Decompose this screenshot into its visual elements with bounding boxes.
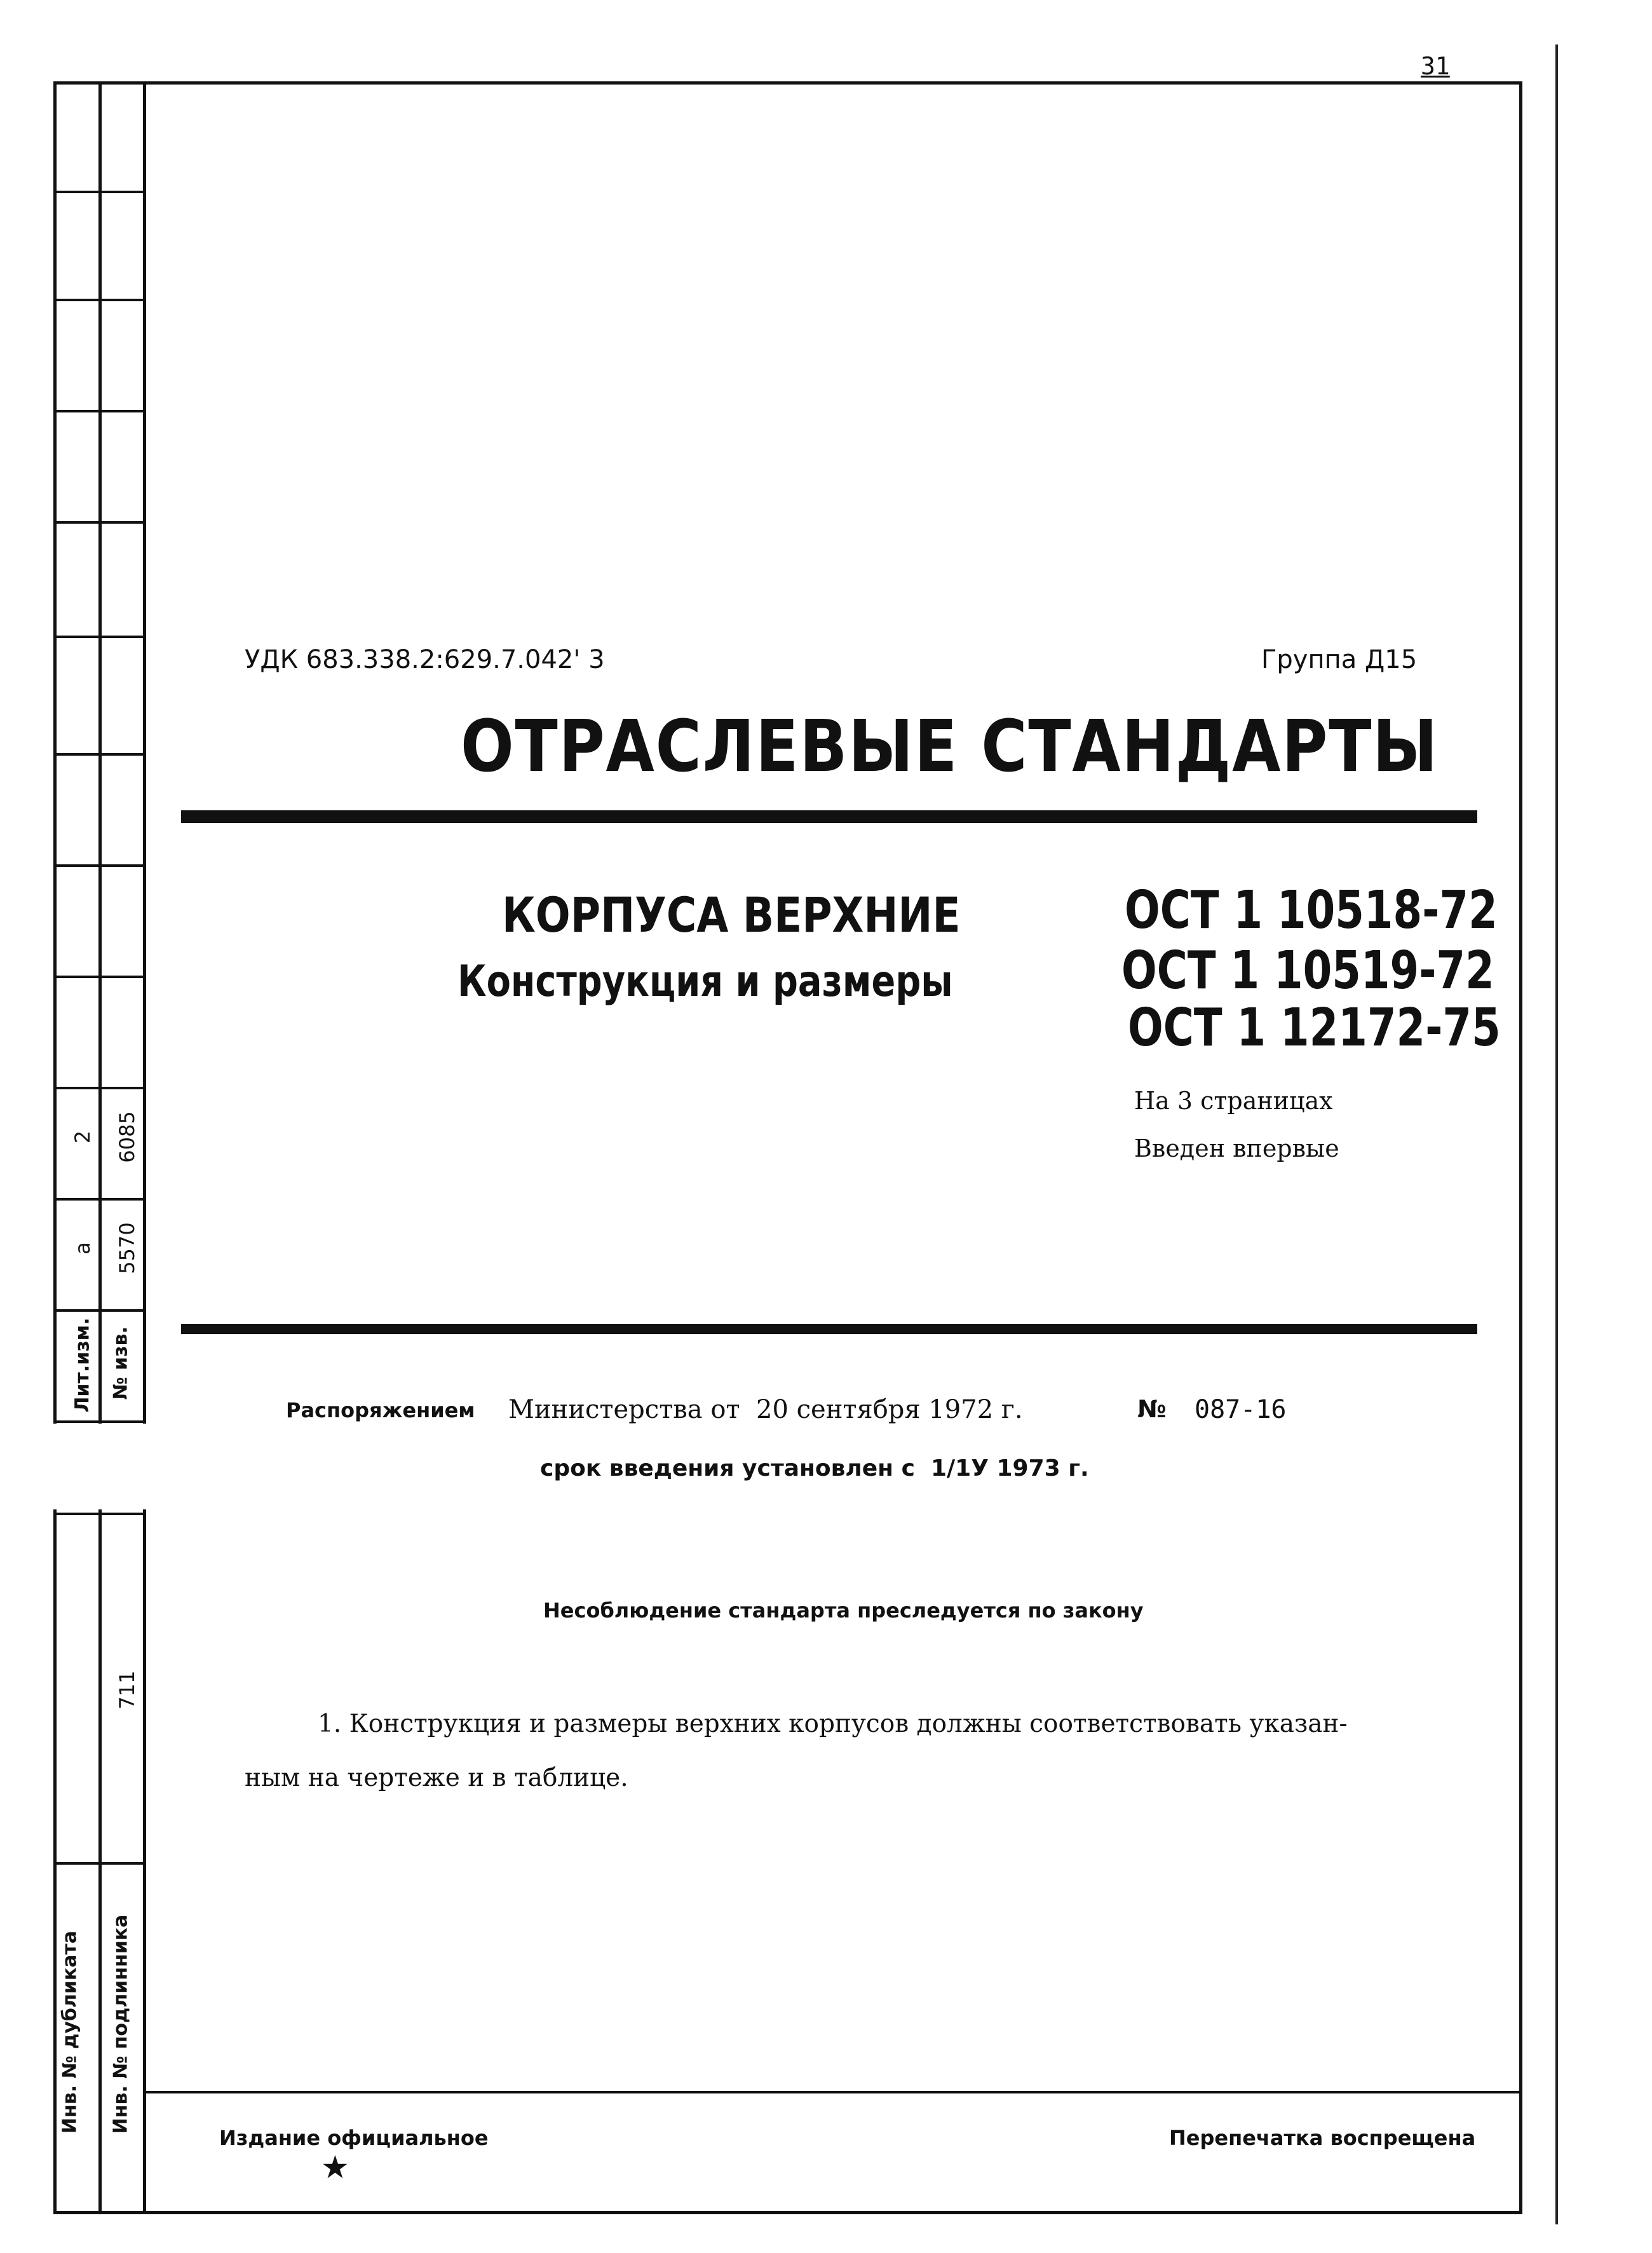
- original-inventory-label: Инв. № подлинника: [109, 1914, 132, 2134]
- stamp-row-line: [53, 753, 146, 756]
- decree-number-label: №: [1137, 1395, 1167, 1423]
- page-count: На 3 страницах: [1134, 1087, 1333, 1115]
- stamp-column-divider-2: [143, 81, 146, 2214]
- change-letter-a: а: [71, 1242, 95, 1255]
- stamp-row-line: [53, 299, 146, 301]
- law-notice: Несоблюдение стандарта преследуется по закону: [543, 1598, 1144, 1623]
- subject-title: КОРПУСА ВЕРХНИЕ: [502, 887, 961, 943]
- page-number: 31: [1421, 52, 1450, 80]
- header-rule: [181, 810, 1477, 823]
- decree-label: Распоряжением: [286, 1398, 475, 1422]
- official-edition: Издание официальное: [219, 2126, 489, 2150]
- udk-code: УДК 683.338.2:629.7.042' 3: [245, 645, 605, 674]
- footer-separator: [143, 2091, 1522, 2093]
- decree-text: Министерства от 20 сентября 1972 г.: [508, 1395, 1023, 1424]
- stamp-row-line: [53, 521, 146, 524]
- subject-subtitle: Конструкция и размеры: [457, 956, 953, 1007]
- standard-number-2: ОСТ 1 10519-72: [1121, 941, 1494, 1001]
- stamp-row-line: [53, 1198, 146, 1201]
- change-number-2: 2: [71, 1130, 95, 1144]
- body-paragraph-line-1: 1. Конструкция и размеры верхних корпусов должны соответствовать указан-: [318, 1710, 1348, 1738]
- notice-number-label: № изв.: [109, 1326, 132, 1400]
- stamp-row-line: [53, 1309, 146, 1312]
- body-paragraph-line-2: ным на чертеже и в таблице.: [245, 1764, 628, 1792]
- stamp-row-line: [53, 1513, 146, 1515]
- stamp-row-line: [53, 191, 146, 193]
- star-icon: ★: [321, 2149, 349, 2186]
- stamp-gap: [51, 1424, 152, 1509]
- stamp-row-line: [53, 1087, 146, 1089]
- stamp-row-line: [53, 976, 146, 978]
- duplicate-inventory-label: Инв. № дубликата: [58, 1930, 81, 2134]
- stamp-row-line: [53, 410, 146, 412]
- effective-date: срок введения установлен с 1/1У 1973 г.: [540, 1455, 1089, 1481]
- introduced-note: Введен впервые: [1134, 1134, 1339, 1162]
- stamp-row-line: [53, 636, 146, 638]
- reprint-prohibited: Перепечатка воспрещена: [1169, 2126, 1476, 2150]
- standard-number-3: ОСТ 1 12172-75: [1128, 998, 1501, 1058]
- stamp-row-line: [53, 864, 146, 867]
- right-edge-line: [1555, 44, 1558, 2224]
- standard-number-1: ОСТ 1 10518-72: [1125, 880, 1498, 941]
- section-rule: [181, 1324, 1477, 1334]
- stamp-row-line: [53, 1862, 146, 1865]
- lit-change-label: Лит.изм.: [71, 1317, 94, 1413]
- change-doc-6085: 6085: [115, 1111, 139, 1163]
- change-doc-5570: 5570: [115, 1222, 139, 1274]
- main-title: ОТРАСЛЕВЫЕ СТАНДАРТЫ: [461, 705, 1439, 788]
- stamp-row-line: [53, 1420, 146, 1423]
- decree-number: 087-16: [1195, 1395, 1287, 1424]
- duplicate-inventory-number: 711: [115, 1670, 139, 1710]
- group-code: Группа Д15: [1261, 645, 1418, 674]
- stamp-column-divider-1: [98, 81, 102, 2214]
